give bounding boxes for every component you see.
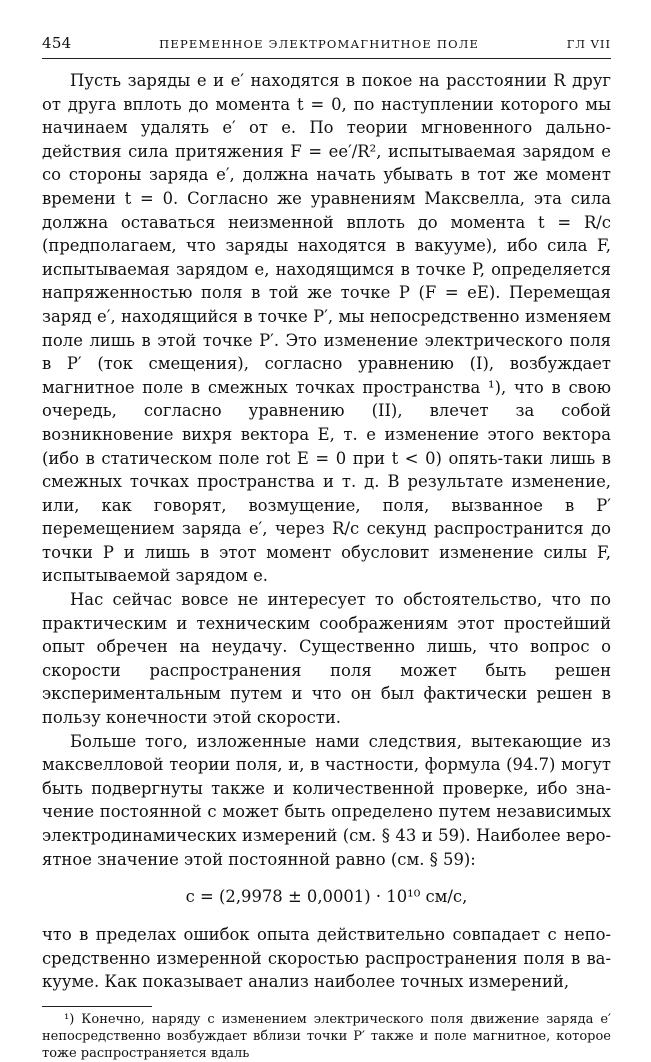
header-rule <box>42 58 611 59</box>
footnote-rule <box>42 1006 152 1007</box>
paragraph-3: Больше того, изложенные нами следствия, вытекающие из максвелловой теории поля, и, в частности, формула (94.7) могут быть подвергнуты также и количественной проверке, ибо значение постоянной c может быть определено путем независимых электродинамических измерений (см. § 43 и 59). Наиболее вероятное значение этой постоянной равно (см. § 59): <box>42 731 611 869</box>
closing-paragraph: что в пределах ошибок опыта действительно совпадает с непосредственно измеренной скоростью распространения поля в вакууме. Как показывает анализ наиболее точных измерений, <box>42 925 611 992</box>
speed-of-light-formula: c = (2,9978 ± 0,0001) · 10¹⁰ см/с, <box>185 887 468 907</box>
paragraph-1: Пусть заряды e и e′ находятся в покое на расстоянии R друг от друга вплоть до момента t = 0, по наступлении которого мы начинаем удалять e′ от e. По теории мгновенного дальнодействия сила притяжения F = ee′/R², испытываемая зарядом e со стороны заряда e′, должна начать убывать в тот же момент времени t = 0. Согласно же уравнениям Максвелла, эта сила должна оставаться неизменной вплоть до момента t = R/c (предполагаем, что заряды находятся в вакууме), ибо сила F, испытываемая зарядом e, находящимся в точке P, определяется напряженностью поля в той же точке P (F = eE). Перемещая заряд e′, находящийся в точке P′, мы непосредственно изменяем поле лишь в этой точке P′. Это изменение электрического поля в P′ (ток смещения), согласно уравнению (I), возбуждает магнитное поле в смежных точках пространства ¹), что в свою очередь, согласно уравнению (II), влечет за собой возникновение вихря вектора E, т. е изменение этого вектора (ибо в статическом поле rot E = 0 при t < 0) опять-таки лишь в смежных точках пространства и т. д. В результате изменение, или, как говорят, возмущение, поля, вызванное в P′ перемещением заряда e′, через R/c секунд распространится до точки P и лишь в этот момент обусловит изменение силы F, испытываемой зарядом e. <box>42 71 611 586</box>
chapter-label: ГЛ VII <box>566 37 611 51</box>
running-head <box>42 34 611 52</box>
footnote: ¹) Конечно, наряду с изменением электрического поля движение заряда e′ непосредственно возбуждает вблизи точки P′ также и поле магнитное, которое тоже распространяется вдаль <box>42 1011 611 1061</box>
page-number: 454 <box>42 34 72 52</box>
paragraph-2: Нас сейчас вовсе не интересует то обстоятельство, что по практическим и техническим соображениям этот простейший опыт обречен на неудачу. Существенно лишь, что вопрос о скорости распространения поля может быть решен экспериментальным путем и что он был фактически решен в пользу конечности этой скорости. <box>42 590 611 728</box>
running-title: ПЕРЕМЕННОЕ ЭЛЕКТРОМАГНИТНОЕ ПОЛЕ <box>159 37 480 51</box>
